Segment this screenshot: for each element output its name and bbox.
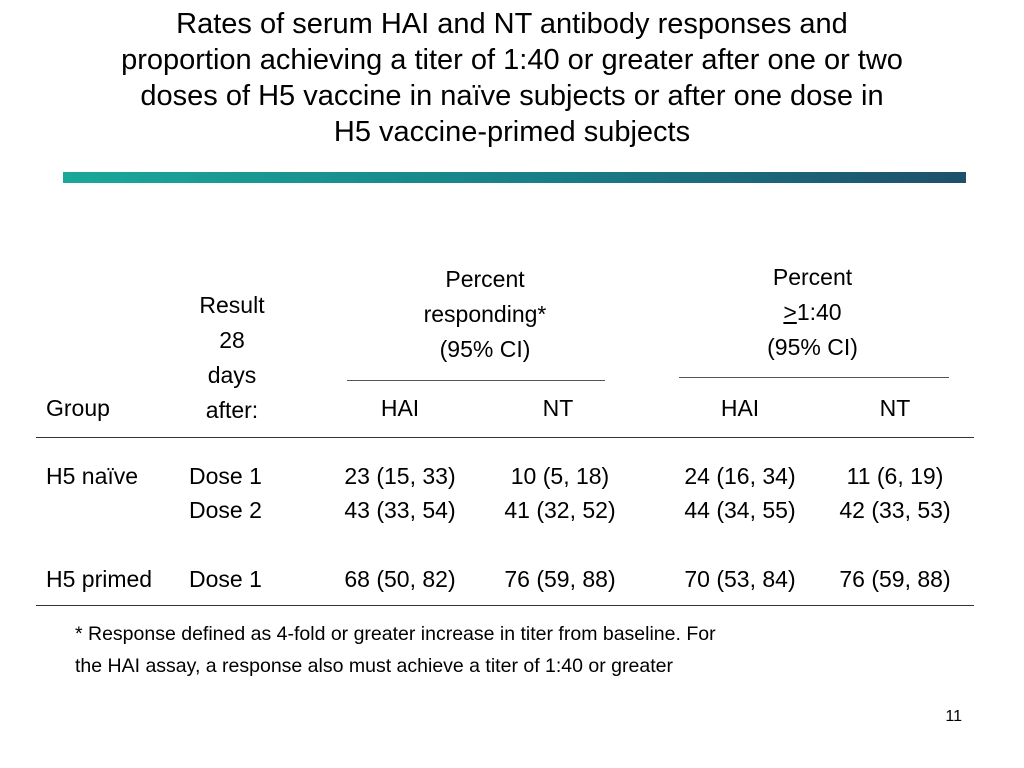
row-1-group: H5 naïve	[46, 463, 139, 489]
footnote-line: the HAI assay, a response also must achieve a titer of 1:40 or greater	[75, 655, 673, 677]
header-percent-responding	[360, 262, 610, 367]
row-2-titer-hai: 44 (34, 55)	[684, 497, 796, 523]
header-pct2-line: (95% CI)	[767, 334, 858, 360]
row-2-dose: Dose 2	[189, 497, 262, 523]
header-underline-responding	[347, 380, 605, 381]
table-bottom-rule	[36, 605, 974, 606]
header-pct1-line: responding*	[423, 301, 547, 327]
header-result-line: 28	[219, 327, 245, 353]
slide-title	[30, 6, 994, 150]
ge-symbol: >	[783, 299, 797, 325]
row-2-resp-hai: 43 (33, 54)	[344, 497, 456, 523]
header-pct1-line: Percent	[445, 266, 525, 292]
header-nt-1: NT	[542, 395, 574, 421]
row-1-titer-hai: 24 (16, 34)	[684, 463, 796, 489]
title-line: Rates of serum HAI and NT antibody responses and	[176, 8, 848, 40]
footnote	[75, 618, 955, 682]
header-result	[172, 288, 292, 428]
row-1-resp-nt: 10 (5, 18)	[510, 463, 610, 489]
ge-value: 1:40	[796, 299, 842, 325]
header-nt-2: NT	[879, 395, 911, 421]
row-2-titer-nt: 42 (33, 53)	[839, 497, 951, 523]
title-line: proportion achieving a titer of 1:40 or greater after one or two	[121, 44, 903, 76]
header-pct2-line: Percent	[772, 264, 853, 290]
footnote-line: * Response defined as 4-fold or greater increase in titer from baseline. For	[75, 623, 716, 645]
row-3-resp-hai: 68 (50, 82)	[344, 566, 456, 592]
row-3-titer-nt: 76 (59, 88)	[839, 566, 951, 592]
title-line: doses of H5 vaccine in naïve subjects or after one dose in	[140, 80, 884, 112]
row-3-group: H5 primed	[46, 566, 153, 592]
row-3-titer-hai: 70 (53, 84)	[684, 566, 796, 592]
title-line: H5 vaccine-primed subjects	[333, 116, 691, 148]
page-number: 11	[945, 708, 962, 725]
row-3-resp-nt: 76 (59, 88)	[504, 566, 616, 592]
row-1-resp-hai: 23 (15, 33)	[344, 463, 456, 489]
header-underline-titer	[679, 377, 949, 378]
header-result-line: Result	[199, 292, 265, 318]
row-1-titer-nt: 11 (6, 19)	[846, 463, 944, 489]
header-group: Group	[46, 395, 110, 421]
header-hai-2: HAI	[720, 395, 760, 421]
row-2-resp-nt: 41 (32, 52)	[504, 497, 616, 523]
title-accent-bar	[63, 172, 966, 183]
header-result-line: days	[207, 362, 257, 388]
row-3-dose: Dose 1	[189, 566, 262, 592]
header-result-line: after:	[205, 397, 259, 423]
header-hai-1: HAI	[380, 395, 420, 421]
header-rule	[36, 437, 974, 438]
header-pct1-line: (95% CI)	[439, 336, 531, 362]
header-pct2-line	[690, 295, 935, 330]
header-percent-titer	[690, 260, 935, 365]
row-1-dose: Dose 1	[189, 463, 262, 489]
